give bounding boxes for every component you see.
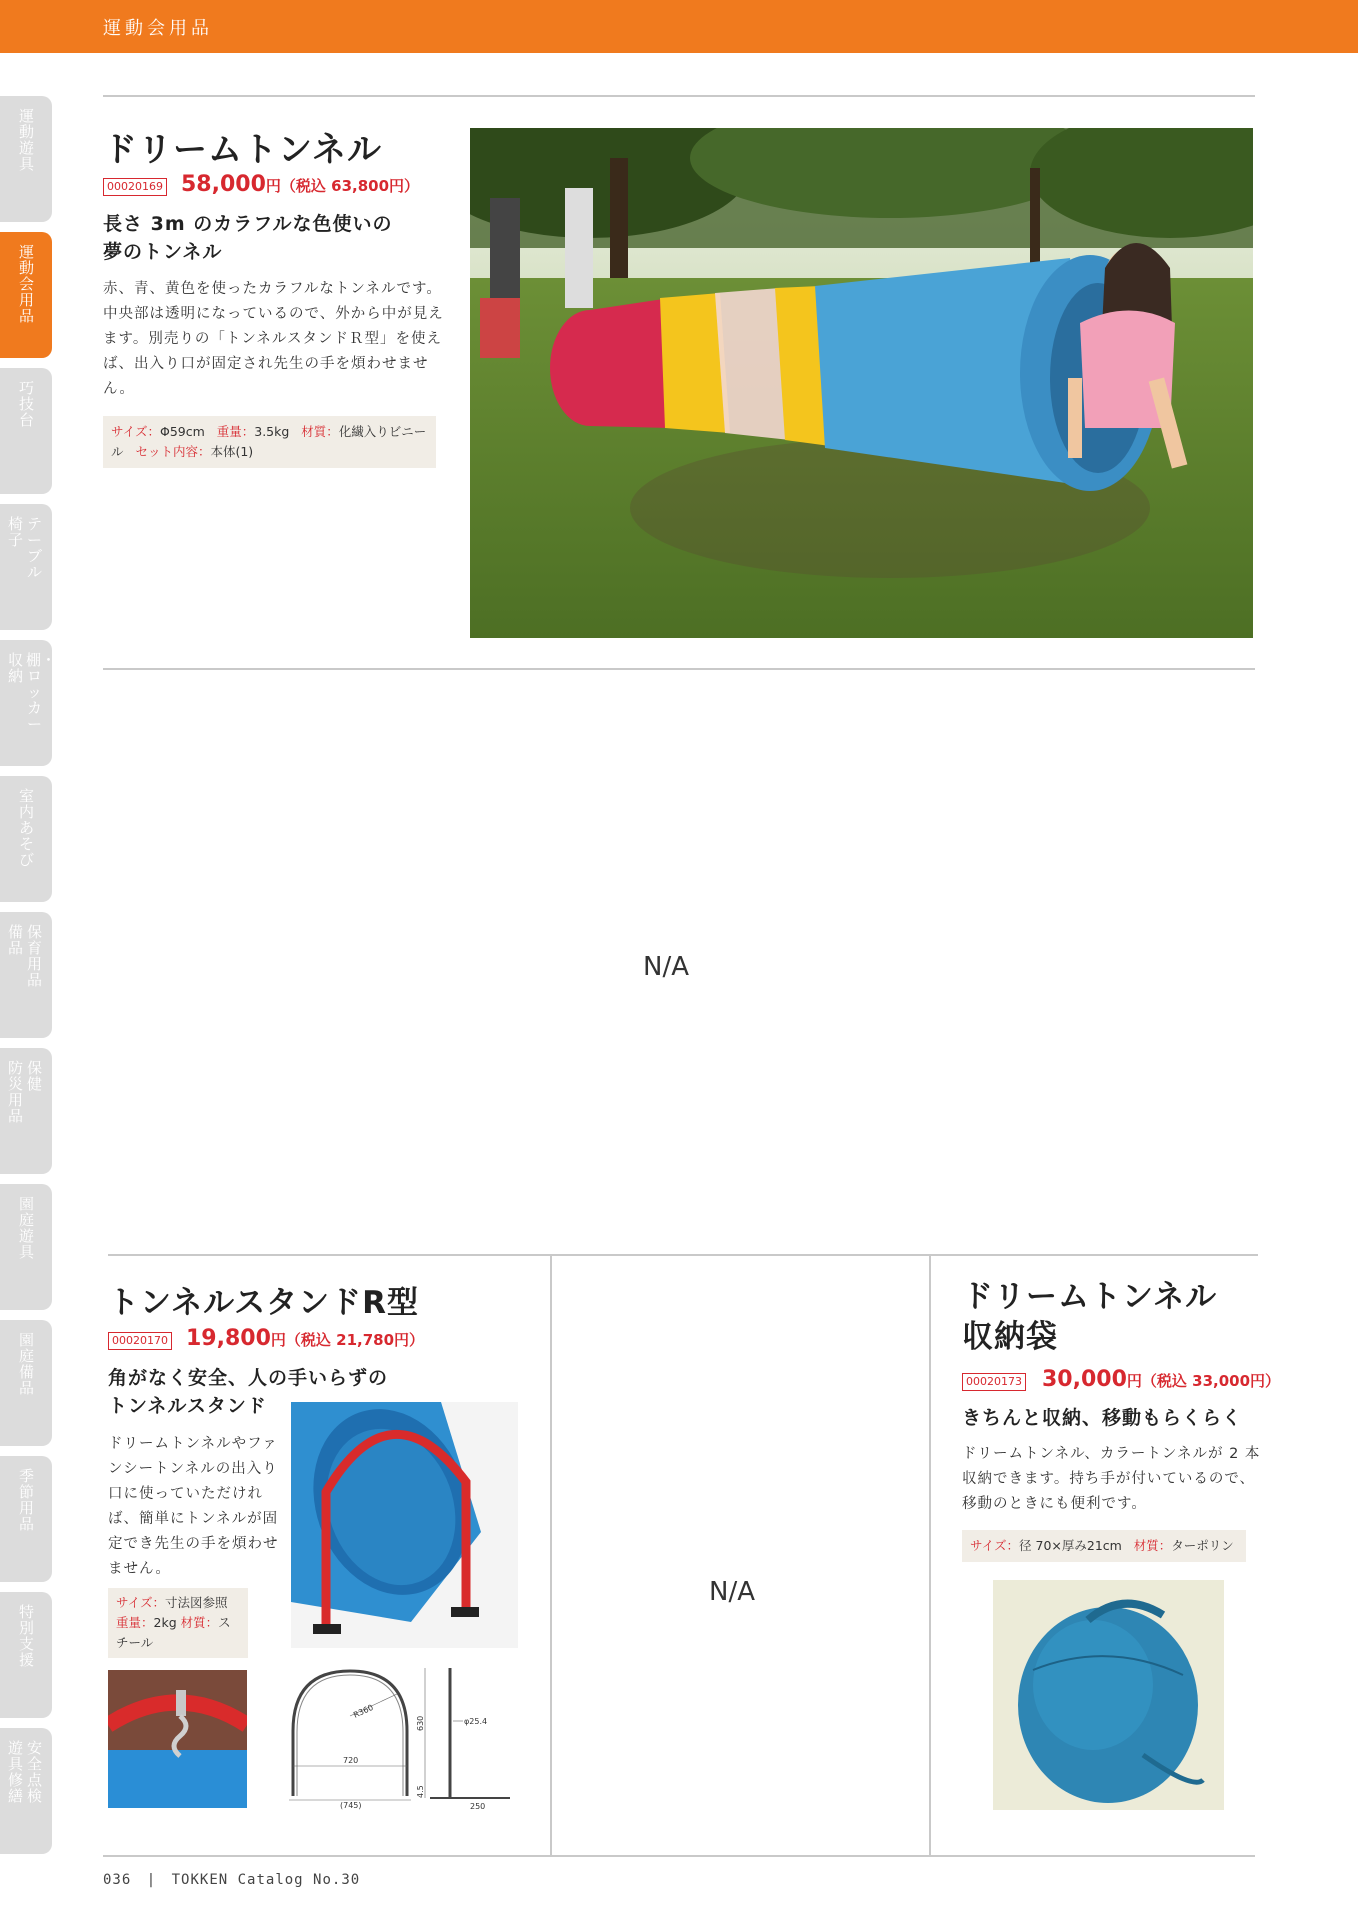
- dim-height: 630: [416, 1715, 425, 1731]
- spec-material-label: 材質：: [301, 424, 339, 439]
- dim-base-height: 4.5: [416, 1785, 425, 1798]
- price-value: 30,000: [1042, 1367, 1127, 1392]
- side-tab-label: 季節用品: [18, 1467, 34, 1533]
- price-tax: （税込 33,000円）: [1141, 1372, 1281, 1390]
- product-catchline: [103, 210, 393, 266]
- side-tab[interactable]: [0, 1592, 52, 1718]
- side-tab-label: 保健: [26, 1059, 42, 1093]
- product-catchline: きちんと収納、移動もらくらく: [962, 1407, 1243, 1429]
- spec-set-label: セット内容：: [135, 444, 211, 459]
- product-price: [1042, 1367, 1280, 1392]
- product-name-line-1: ドリームトンネル: [962, 1279, 1218, 1315]
- side-tab[interactable]: [0, 1184, 52, 1310]
- dim-inner-width: 720: [343, 1756, 359, 1765]
- product-price: [181, 172, 419, 197]
- product-code: 00020170: [108, 1332, 172, 1350]
- side-tab-label: 巧技台: [18, 379, 34, 429]
- product-code: 00020169: [103, 178, 167, 196]
- side-tab-label: 運動遊具: [18, 107, 34, 173]
- side-tab-label: 遊具修繕: [7, 1739, 23, 1805]
- footer-separator: |: [146, 1872, 157, 1888]
- section-title: 運動会用品: [103, 18, 213, 39]
- side-tab-label: 運動会用品: [18, 243, 34, 325]
- spec-material-label: 材質：: [1133, 1538, 1172, 1553]
- product-description: 赤、青、黄色を使ったカラフルなトンネルです。中央部は透明になっているので、外から中が見えます。別売りの「トンネルスタンドＲ型」を使えば、出入り口が固定され先生の手を煩わせません。: [103, 281, 444, 397]
- side-tab[interactable]: [0, 96, 52, 222]
- catch-line-2: 夢のトンネル: [103, 241, 223, 263]
- side-tab[interactable]: [0, 776, 52, 902]
- price-yen: 円: [265, 177, 281, 195]
- stand-photo: [291, 1402, 518, 1648]
- tunnel-photo: [470, 128, 1253, 638]
- side-tab-label: 椅子: [7, 515, 23, 549]
- spec-material: 化繊入りビニール: [111, 424, 427, 459]
- spec-weight: 3.5kg: [254, 424, 290, 439]
- product-description: ドリームトンネル、カラートンネルが 2 本収納できます。持ち手が付いているので、移動のときにも便利です。: [962, 1446, 1261, 1512]
- price-yen: 円: [270, 1331, 286, 1349]
- side-tab[interactable]: [0, 1728, 52, 1854]
- spec-material: スチール: [116, 1615, 231, 1650]
- product-name: ドリームトンネル: [103, 130, 382, 170]
- price-tax: （税込 21,780円）: [285, 1331, 425, 1349]
- spec-size-label: サイズ：: [116, 1595, 166, 1610]
- product-name: [962, 1277, 1217, 1357]
- product-name-line-2: 収納袋: [962, 1319, 1058, 1355]
- spec-size: 寸法図参照: [165, 1595, 228, 1610]
- spec-weight-label: 重量：: [216, 424, 255, 439]
- product-spec: [108, 1588, 248, 1658]
- dim-pipe: φ25.4: [464, 1717, 488, 1726]
- bottom-row-top-divider: [108, 1254, 1258, 1256]
- catch-line-2: トンネルスタンド: [108, 1395, 267, 1417]
- side-tab-label: 保育用品: [26, 923, 42, 989]
- price-yen: 円: [1126, 1372, 1142, 1390]
- side-tab-label: 棚・ロッカー: [26, 651, 57, 733]
- spec-size-label: サイズ：: [111, 424, 161, 439]
- side-tab-label: 安全点検: [26, 1739, 42, 1805]
- product-name: トンネルスタンドR型: [108, 1285, 420, 1321]
- side-tab-label: 収納: [7, 651, 23, 685]
- column-divider-2: [929, 1254, 931, 1856]
- side-tab-label: テーブル: [26, 515, 42, 581]
- price-value: 58,000: [181, 172, 266, 197]
- spec-size: Φ59cm: [160, 424, 205, 439]
- side-tab[interactable]: [0, 1048, 52, 1174]
- page-header: [0, 0, 1358, 53]
- side-tab[interactable]: [0, 368, 52, 494]
- side-tab[interactable]: [0, 504, 52, 630]
- product-price: [186, 1326, 424, 1351]
- spec-set: 本体(1): [210, 444, 254, 459]
- page-footer: [103, 1872, 360, 1888]
- section-divider: [103, 668, 1255, 670]
- spec-material-label: 材質：: [180, 1615, 219, 1630]
- catalog-name: TOKKEN Catalog No.30: [171, 1872, 361, 1888]
- side-tab-label: 防災用品: [7, 1059, 23, 1125]
- bottom-placeholder: N/A: [709, 1577, 755, 1607]
- catch-line-1: 長さ 3m のカラフルな色使いの: [103, 213, 393, 235]
- side-tab[interactable]: [0, 1320, 52, 1446]
- dim-base-length: 250: [470, 1802, 486, 1811]
- price-tax: （税込 63,800円）: [280, 177, 420, 195]
- spec-material: ターポリン: [1171, 1538, 1234, 1553]
- catch-line-1: 角がなく安全、人の手いらずの: [108, 1367, 389, 1389]
- side-tab[interactable]: [0, 1456, 52, 1582]
- column-divider-1: [550, 1254, 552, 1856]
- product-description: ドリームトンネルやファンシートンネルの出入り口に使っていただければ、簡単にトンネルが固定でき先生の手を煩わせません。: [108, 1436, 279, 1577]
- side-tab-label: 室内あそび: [18, 787, 34, 869]
- product-code: 00020173: [962, 1373, 1026, 1391]
- spec-weight: 2kg: [153, 1615, 177, 1630]
- storage-bag-photo: [993, 1580, 1224, 1810]
- side-tab-label: 園庭備品: [18, 1331, 34, 1397]
- dim-outer-width: (745): [340, 1801, 362, 1810]
- dim-radius: R360: [352, 1702, 375, 1720]
- bottom-divider: [103, 1855, 1255, 1857]
- spec-size: 径 70×厚み21cm: [1019, 1538, 1122, 1553]
- product-spec: [103, 416, 436, 468]
- product-spec: [962, 1530, 1246, 1562]
- side-tab[interactable]: [0, 640, 57, 766]
- top-divider: [103, 95, 1255, 97]
- side-tab-label: 園庭遊具: [18, 1195, 34, 1261]
- spec-size-label: サイズ：: [970, 1538, 1020, 1553]
- middle-placeholder: N/A: [643, 952, 689, 982]
- price-value: 19,800: [186, 1326, 271, 1351]
- side-tab-label: 備品: [7, 923, 23, 957]
- side-tab[interactable]: [0, 232, 52, 358]
- side-tab-label: 特別支援: [18, 1603, 34, 1669]
- dimension-diagram: [285, 1666, 525, 1812]
- side-tab[interactable]: [0, 912, 52, 1038]
- spec-weight-label: 重量：: [116, 1615, 154, 1630]
- hook-closeup-photo: [108, 1670, 247, 1808]
- page-number: 036: [103, 1872, 132, 1888]
